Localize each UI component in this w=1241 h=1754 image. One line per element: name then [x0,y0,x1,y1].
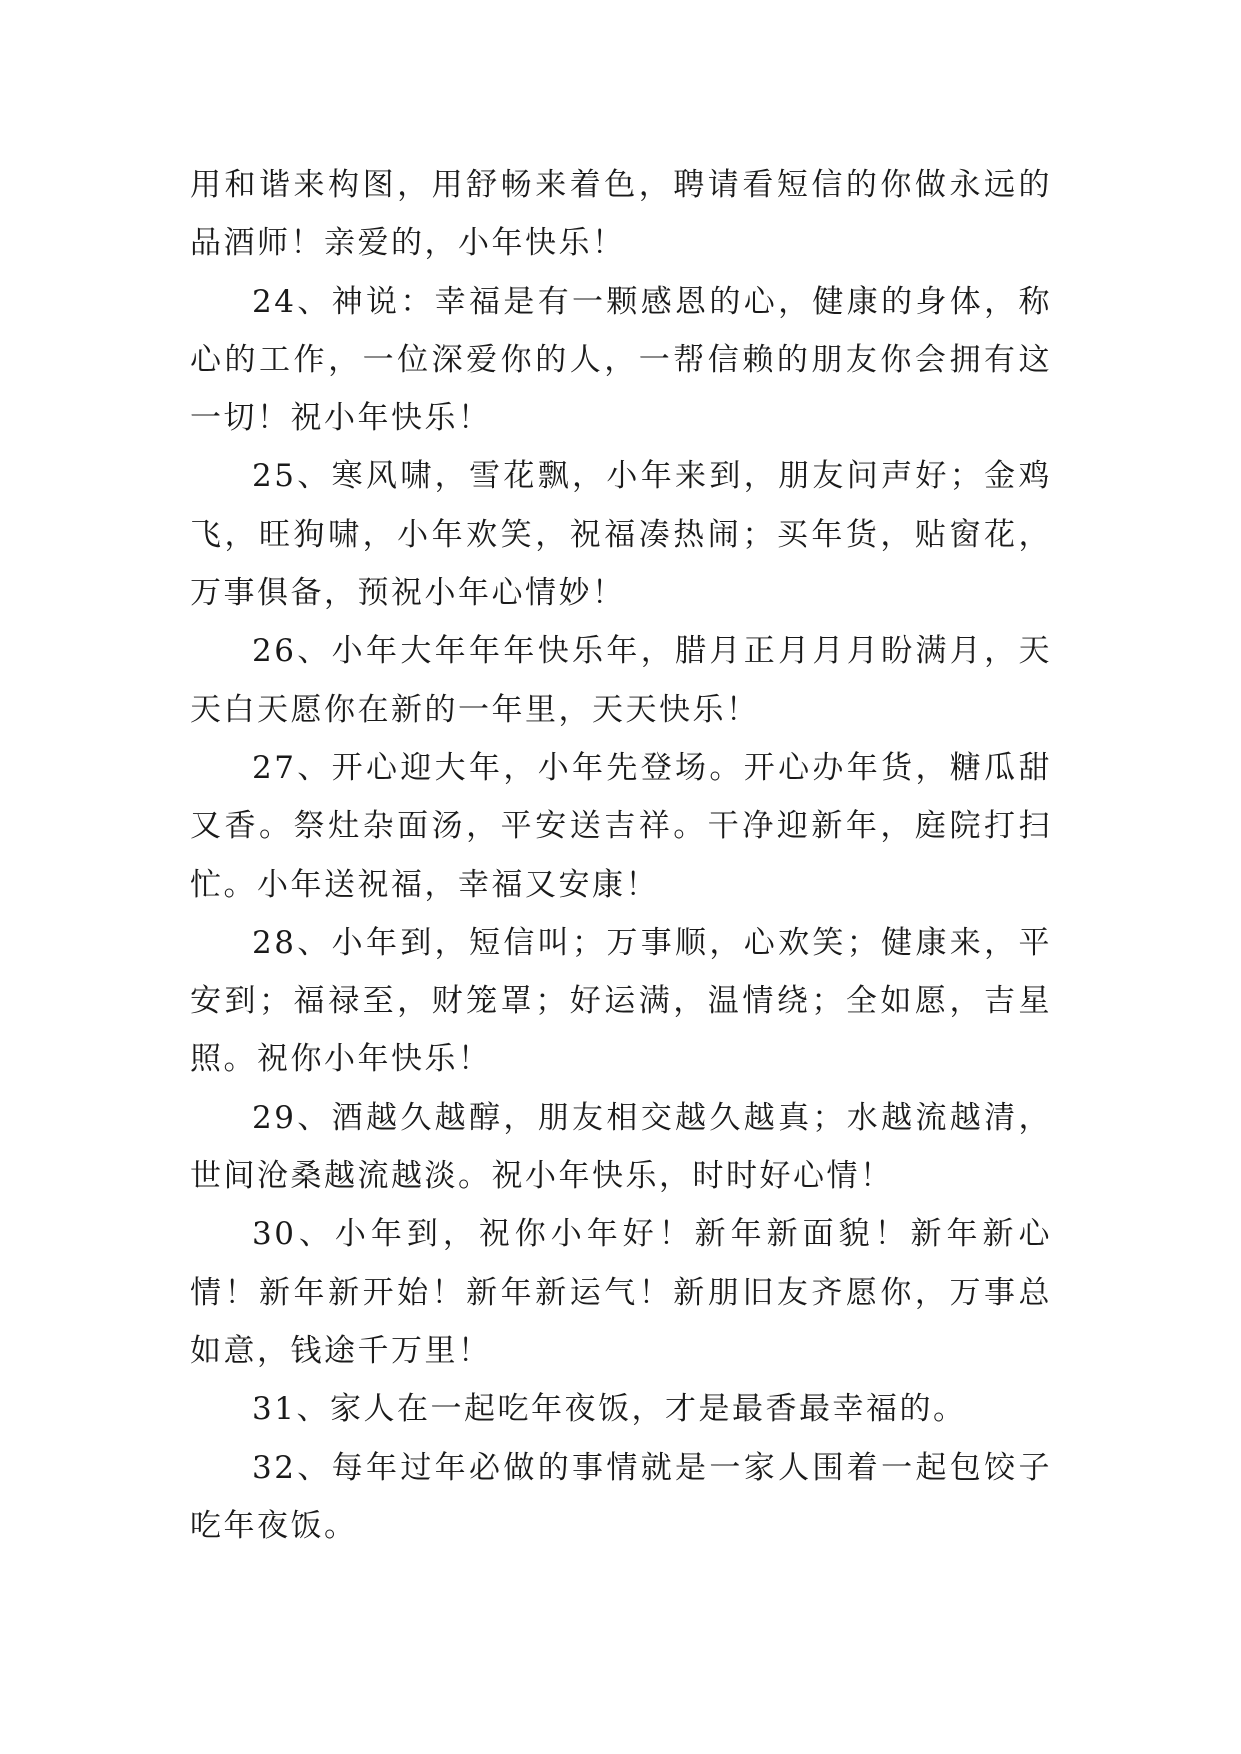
paragraph-25: 25、寒风啸，雪花飘，小年来到，朋友问声好；金鸡飞，旺狗啸，小年欢笑，祝福凑热闹；买年货，贴窗花，万事俱备，预祝小年心情妙！ [190,458,1052,612]
paragraph-30: 30、小年到，祝你小年好！新年新面貌！新年新心情！新年新开始！新年新运气！新朋旧友齐愿你，万事总如意，钱途千万里！ [190,1216,1052,1369]
paragraph-31: 31、家人在一起吃年夜饭，才是最香最幸福的。 [252,1391,967,1428]
paragraph-32: 32、每年过年必做的事情就是一家人围着一起包饺子吃年夜饭。 [190,1449,1052,1544]
paragraph-26: 26、小年大年年年快乐年，腊月正月月月盼满月，天天白天愿你在新的一年里，天天快乐！ [190,633,1052,728]
paragraph-27: 27、开心迎大年，小年先登场。开心办年货，糖瓜甜又香。祭灶杂面汤，平安送吉祥。干净迎新年，庭院打扫忙。小年送祝福，幸福又安康！ [190,749,1052,903]
paragraph-continued: 用和谐来构图，用舒畅来着色，聘请看短信的你做永远的品酒师！亲爱的，小年快乐！ [190,167,1052,262]
paragraph-24: 24、神说：幸福是有一颗感恩的心，健康的身体，称心的工作，一位深爱你的人，一帮信赖的朋友你会拥有这一切！祝小年快乐！ [190,283,1052,437]
document-body [190,156,1052,1555]
paragraph-29: 29、酒越久越醇，朋友相交越久越真；水越流越清，世间沧桑越流越淡。祝小年快乐，时时好心情！ [190,1099,1052,1195]
paragraph-28: 28、小年到，短信叫；万事顺，心欢笑；健康来，平安到；福禄至，财笼罩；好运满，温情绕；全如愿，吉星照。祝你小年快乐！ [190,924,1052,1078]
